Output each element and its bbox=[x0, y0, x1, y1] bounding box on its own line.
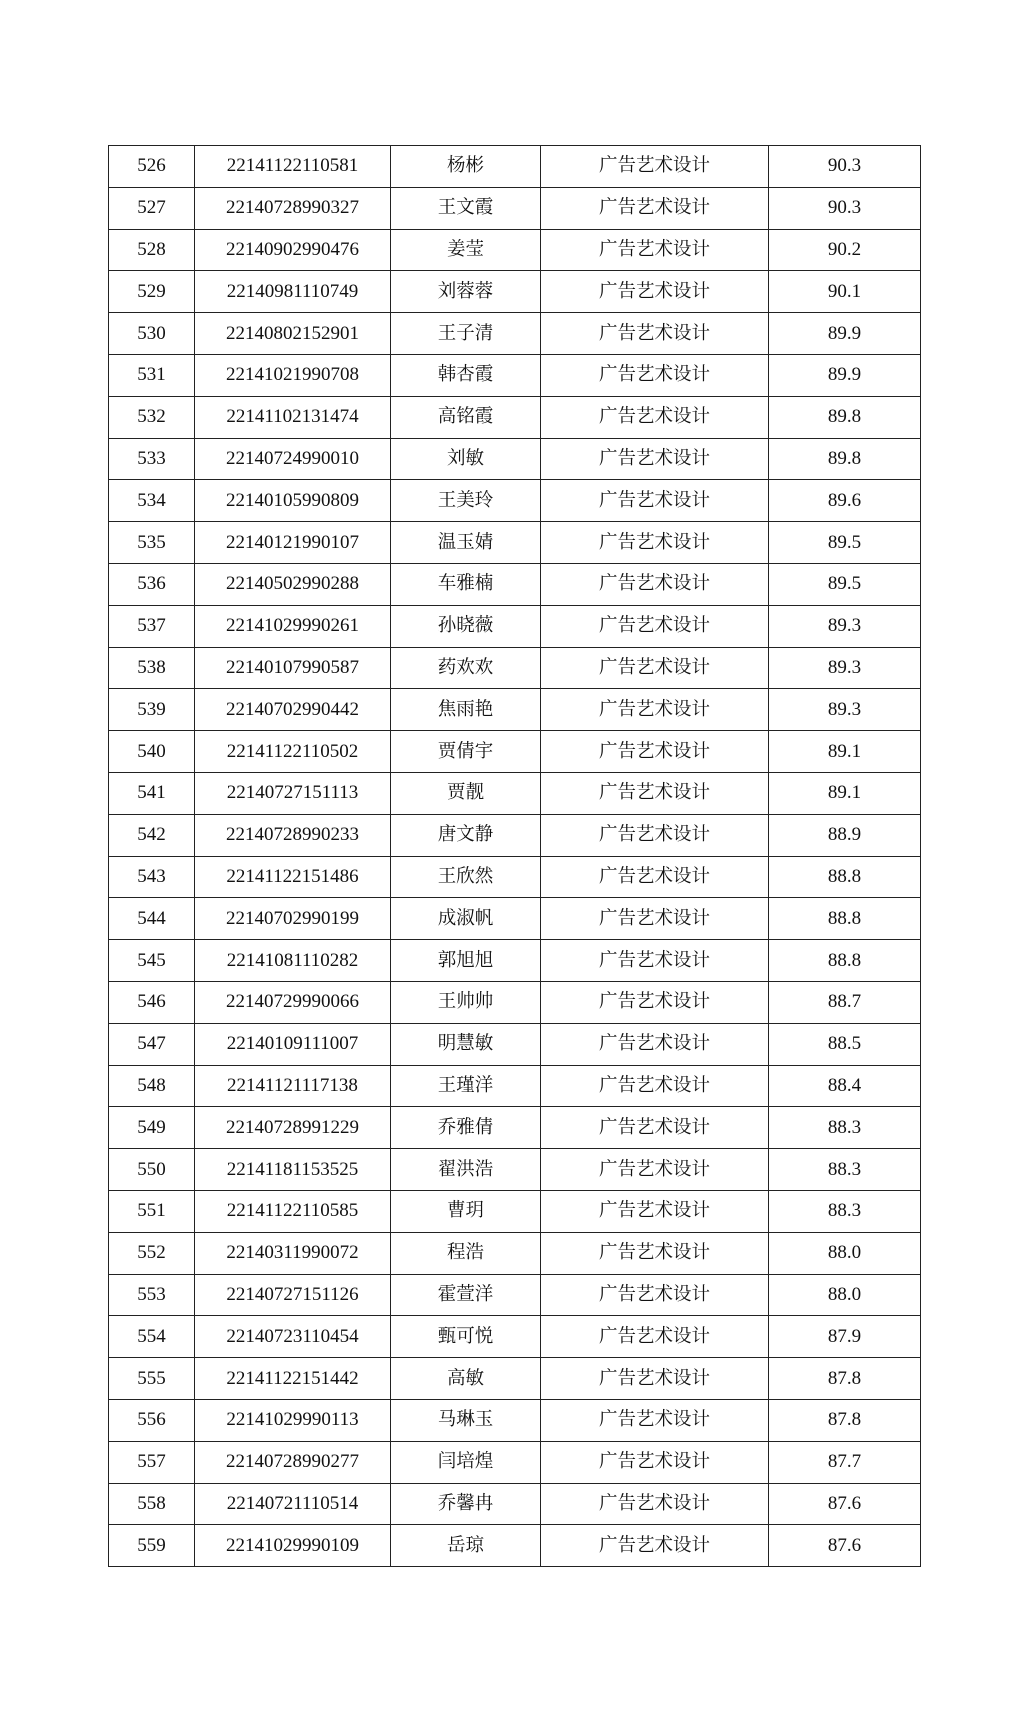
cell-candidate-id: 22140724990010 bbox=[195, 438, 391, 480]
table-row bbox=[109, 689, 921, 731]
cell-score: 88.8 bbox=[769, 940, 921, 982]
table-row bbox=[109, 940, 921, 982]
cell-student-name: 曹玥 bbox=[391, 1190, 541, 1232]
cell-major: 广告艺术设计 bbox=[541, 689, 769, 731]
score-table bbox=[108, 145, 921, 1567]
cell-major: 广告艺术设计 bbox=[541, 981, 769, 1023]
cell-student-name: 闫培煌 bbox=[391, 1441, 541, 1483]
cell-score: 89.8 bbox=[769, 438, 921, 480]
cell-major: 广告艺术设计 bbox=[541, 772, 769, 814]
table-row bbox=[109, 187, 921, 229]
table-row bbox=[109, 1316, 921, 1358]
cell-student-name: 成淑帆 bbox=[391, 898, 541, 940]
cell-candidate-id: 22141021990708 bbox=[195, 354, 391, 396]
cell-candidate-id: 22140728990277 bbox=[195, 1441, 391, 1483]
cell-score: 87.9 bbox=[769, 1316, 921, 1358]
cell-candidate-id: 22141122151486 bbox=[195, 856, 391, 898]
cell-score: 88.7 bbox=[769, 981, 921, 1023]
cell-score: 88.3 bbox=[769, 1190, 921, 1232]
cell-score: 89.3 bbox=[769, 605, 921, 647]
cell-student-name: 高铭霞 bbox=[391, 396, 541, 438]
cell-student-name: 贾靓 bbox=[391, 772, 541, 814]
cell-candidate-id: 22140723110454 bbox=[195, 1316, 391, 1358]
table-row bbox=[109, 1065, 921, 1107]
cell-student-name: 孙晓薇 bbox=[391, 605, 541, 647]
cell-candidate-id: 22140105990809 bbox=[195, 480, 391, 522]
table-row bbox=[109, 605, 921, 647]
cell-student-name: 马琳玉 bbox=[391, 1399, 541, 1441]
cell-score: 89.3 bbox=[769, 647, 921, 689]
cell-seq-number: 556 bbox=[109, 1399, 195, 1441]
table-row bbox=[109, 1358, 921, 1400]
cell-score: 89.6 bbox=[769, 480, 921, 522]
cell-major: 广告艺术设计 bbox=[541, 522, 769, 564]
cell-candidate-id: 22141081110282 bbox=[195, 940, 391, 982]
cell-candidate-id: 22140802152901 bbox=[195, 313, 391, 355]
cell-student-name: 乔馨冉 bbox=[391, 1483, 541, 1525]
cell-seq-number: 536 bbox=[109, 563, 195, 605]
cell-seq-number: 548 bbox=[109, 1065, 195, 1107]
cell-seq-number: 532 bbox=[109, 396, 195, 438]
cell-major: 广告艺术设计 bbox=[541, 1023, 769, 1065]
cell-candidate-id: 22141122110585 bbox=[195, 1190, 391, 1232]
cell-score: 88.4 bbox=[769, 1065, 921, 1107]
cell-seq-number: 530 bbox=[109, 313, 195, 355]
cell-candidate-id: 22141122110581 bbox=[195, 146, 391, 188]
cell-major: 广告艺术设计 bbox=[541, 605, 769, 647]
cell-major: 广告艺术设计 bbox=[541, 438, 769, 480]
table-row bbox=[109, 981, 921, 1023]
cell-score: 87.8 bbox=[769, 1399, 921, 1441]
cell-major: 广告艺术设计 bbox=[541, 814, 769, 856]
cell-student-name: 岳琼 bbox=[391, 1525, 541, 1567]
table-row bbox=[109, 1483, 921, 1525]
cell-candidate-id: 22140311990072 bbox=[195, 1232, 391, 1274]
table-row bbox=[109, 1441, 921, 1483]
cell-score: 89.5 bbox=[769, 522, 921, 564]
cell-candidate-id: 22140902990476 bbox=[195, 229, 391, 271]
table-row bbox=[109, 480, 921, 522]
table-row bbox=[109, 1274, 921, 1316]
cell-seq-number: 544 bbox=[109, 898, 195, 940]
cell-seq-number: 526 bbox=[109, 146, 195, 188]
table-row bbox=[109, 1232, 921, 1274]
cell-candidate-id: 22140728990327 bbox=[195, 187, 391, 229]
cell-seq-number: 547 bbox=[109, 1023, 195, 1065]
cell-candidate-id: 22141121117138 bbox=[195, 1065, 391, 1107]
cell-major: 广告艺术设计 bbox=[541, 146, 769, 188]
cell-major: 广告艺术设计 bbox=[541, 229, 769, 271]
cell-seq-number: 538 bbox=[109, 647, 195, 689]
cell-student-name: 药欢欢 bbox=[391, 647, 541, 689]
cell-seq-number: 542 bbox=[109, 814, 195, 856]
cell-seq-number: 559 bbox=[109, 1525, 195, 1567]
cell-candidate-id: 22140107990587 bbox=[195, 647, 391, 689]
cell-student-name: 郭旭旭 bbox=[391, 940, 541, 982]
cell-major: 广告艺术设计 bbox=[541, 1149, 769, 1191]
cell-major: 广告艺术设计 bbox=[541, 1065, 769, 1107]
cell-seq-number: 541 bbox=[109, 772, 195, 814]
cell-seq-number: 537 bbox=[109, 605, 195, 647]
cell-student-name: 乔雅倩 bbox=[391, 1107, 541, 1149]
cell-major: 广告艺术设计 bbox=[541, 1525, 769, 1567]
cell-score: 89.5 bbox=[769, 563, 921, 605]
cell-major: 广告艺术设计 bbox=[541, 1274, 769, 1316]
table-row bbox=[109, 856, 921, 898]
cell-seq-number: 549 bbox=[109, 1107, 195, 1149]
cell-seq-number: 551 bbox=[109, 1190, 195, 1232]
cell-seq-number: 533 bbox=[109, 438, 195, 480]
cell-major: 广告艺术设计 bbox=[541, 647, 769, 689]
cell-student-name: 王美玲 bbox=[391, 480, 541, 522]
cell-score: 89.3 bbox=[769, 689, 921, 731]
cell-seq-number: 545 bbox=[109, 940, 195, 982]
cell-seq-number: 558 bbox=[109, 1483, 195, 1525]
cell-score: 90.3 bbox=[769, 146, 921, 188]
cell-seq-number: 557 bbox=[109, 1441, 195, 1483]
cell-candidate-id: 22141029990109 bbox=[195, 1525, 391, 1567]
cell-major: 广告艺术设计 bbox=[541, 940, 769, 982]
cell-candidate-id: 22140981110749 bbox=[195, 271, 391, 313]
cell-student-name: 王帅帅 bbox=[391, 981, 541, 1023]
cell-candidate-id: 22141181153525 bbox=[195, 1149, 391, 1191]
cell-major: 广告艺术设计 bbox=[541, 187, 769, 229]
cell-student-name: 唐文静 bbox=[391, 814, 541, 856]
cell-major: 广告艺术设计 bbox=[541, 1190, 769, 1232]
cell-score: 88.8 bbox=[769, 856, 921, 898]
cell-major: 广告艺术设计 bbox=[541, 354, 769, 396]
table-row bbox=[109, 1190, 921, 1232]
cell-score: 88.0 bbox=[769, 1232, 921, 1274]
cell-major: 广告艺术设计 bbox=[541, 313, 769, 355]
cell-candidate-id: 22141102131474 bbox=[195, 396, 391, 438]
cell-candidate-id: 22140728990233 bbox=[195, 814, 391, 856]
cell-seq-number: 527 bbox=[109, 187, 195, 229]
table-row bbox=[109, 1107, 921, 1149]
cell-student-name: 刘蓉蓉 bbox=[391, 271, 541, 313]
cell-score: 87.8 bbox=[769, 1358, 921, 1400]
table-row bbox=[109, 814, 921, 856]
table-row bbox=[109, 772, 921, 814]
cell-score: 88.3 bbox=[769, 1107, 921, 1149]
cell-major: 广告艺术设计 bbox=[541, 271, 769, 313]
cell-seq-number: 546 bbox=[109, 981, 195, 1023]
cell-major: 广告艺术设计 bbox=[541, 563, 769, 605]
cell-candidate-id: 22141122151442 bbox=[195, 1358, 391, 1400]
cell-major: 广告艺术设计 bbox=[541, 1232, 769, 1274]
cell-seq-number: 531 bbox=[109, 354, 195, 396]
cell-score: 89.1 bbox=[769, 731, 921, 773]
cell-seq-number: 528 bbox=[109, 229, 195, 271]
cell-candidate-id: 22140702990442 bbox=[195, 689, 391, 731]
cell-major: 广告艺术设计 bbox=[541, 731, 769, 773]
cell-candidate-id: 22140727151113 bbox=[195, 772, 391, 814]
cell-student-name: 姜莹 bbox=[391, 229, 541, 271]
cell-candidate-id: 22140728991229 bbox=[195, 1107, 391, 1149]
cell-student-name: 韩杏霞 bbox=[391, 354, 541, 396]
cell-seq-number: 543 bbox=[109, 856, 195, 898]
cell-major: 广告艺术设计 bbox=[541, 1441, 769, 1483]
cell-major: 广告艺术设计 bbox=[541, 898, 769, 940]
cell-candidate-id: 22140121990107 bbox=[195, 522, 391, 564]
table-body bbox=[109, 146, 921, 1567]
cell-seq-number: 534 bbox=[109, 480, 195, 522]
cell-candidate-id: 22140729990066 bbox=[195, 981, 391, 1023]
cell-major: 广告艺术设计 bbox=[541, 396, 769, 438]
cell-score: 89.9 bbox=[769, 354, 921, 396]
cell-score: 87.7 bbox=[769, 1441, 921, 1483]
cell-major: 广告艺术设计 bbox=[541, 1399, 769, 1441]
cell-candidate-id: 22141029990261 bbox=[195, 605, 391, 647]
table-row bbox=[109, 229, 921, 271]
cell-seq-number: 552 bbox=[109, 1232, 195, 1274]
table-row bbox=[109, 731, 921, 773]
table-row bbox=[109, 396, 921, 438]
cell-student-name: 焦雨艳 bbox=[391, 689, 541, 731]
cell-major: 广告艺术设计 bbox=[541, 1316, 769, 1358]
table-row bbox=[109, 522, 921, 564]
cell-seq-number: 540 bbox=[109, 731, 195, 773]
cell-score: 90.3 bbox=[769, 187, 921, 229]
table-row bbox=[109, 354, 921, 396]
cell-student-name: 王子清 bbox=[391, 313, 541, 355]
cell-score: 89.9 bbox=[769, 313, 921, 355]
cell-candidate-id: 22140109111007 bbox=[195, 1023, 391, 1065]
cell-student-name: 温玉婧 bbox=[391, 522, 541, 564]
table-row bbox=[109, 647, 921, 689]
cell-seq-number: 553 bbox=[109, 1274, 195, 1316]
table-row bbox=[109, 146, 921, 188]
cell-student-name: 霍萱洋 bbox=[391, 1274, 541, 1316]
cell-candidate-id: 22141029990113 bbox=[195, 1399, 391, 1441]
table-row bbox=[109, 271, 921, 313]
cell-student-name: 程浩 bbox=[391, 1232, 541, 1274]
cell-seq-number: 535 bbox=[109, 522, 195, 564]
cell-seq-number: 529 bbox=[109, 271, 195, 313]
cell-student-name: 车雅楠 bbox=[391, 563, 541, 605]
table-row bbox=[109, 563, 921, 605]
table-row bbox=[109, 313, 921, 355]
table-row bbox=[109, 898, 921, 940]
cell-score: 87.6 bbox=[769, 1483, 921, 1525]
cell-candidate-id: 22140721110514 bbox=[195, 1483, 391, 1525]
cell-score: 88.0 bbox=[769, 1274, 921, 1316]
cell-student-name: 杨彬 bbox=[391, 146, 541, 188]
cell-seq-number: 555 bbox=[109, 1358, 195, 1400]
cell-candidate-id: 22140502990288 bbox=[195, 563, 391, 605]
cell-candidate-id: 22140727151126 bbox=[195, 1274, 391, 1316]
cell-score: 90.1 bbox=[769, 271, 921, 313]
cell-seq-number: 539 bbox=[109, 689, 195, 731]
cell-student-name: 翟洪浩 bbox=[391, 1149, 541, 1191]
table-row bbox=[109, 1023, 921, 1065]
cell-seq-number: 550 bbox=[109, 1149, 195, 1191]
cell-major: 广告艺术设计 bbox=[541, 1107, 769, 1149]
cell-score: 90.2 bbox=[769, 229, 921, 271]
cell-major: 广告艺术设计 bbox=[541, 856, 769, 898]
cell-seq-number: 554 bbox=[109, 1316, 195, 1358]
table-row bbox=[109, 1149, 921, 1191]
table-row bbox=[109, 1525, 921, 1567]
cell-major: 广告艺术设计 bbox=[541, 1483, 769, 1525]
table-row bbox=[109, 1399, 921, 1441]
cell-candidate-id: 22141122110502 bbox=[195, 731, 391, 773]
table-row bbox=[109, 438, 921, 480]
cell-score: 88.8 bbox=[769, 898, 921, 940]
cell-student-name: 贾倩宇 bbox=[391, 731, 541, 773]
cell-major: 广告艺术设计 bbox=[541, 1358, 769, 1400]
cell-score: 89.8 bbox=[769, 396, 921, 438]
cell-score: 89.1 bbox=[769, 772, 921, 814]
cell-student-name: 甄可悦 bbox=[391, 1316, 541, 1358]
cell-student-name: 王文霞 bbox=[391, 187, 541, 229]
cell-score: 88.3 bbox=[769, 1149, 921, 1191]
cell-score: 88.9 bbox=[769, 814, 921, 856]
cell-score: 87.6 bbox=[769, 1525, 921, 1567]
cell-candidate-id: 22140702990199 bbox=[195, 898, 391, 940]
cell-student-name: 高敏 bbox=[391, 1358, 541, 1400]
cell-student-name: 王欣然 bbox=[391, 856, 541, 898]
cell-student-name: 明慧敏 bbox=[391, 1023, 541, 1065]
cell-student-name: 王瑾洋 bbox=[391, 1065, 541, 1107]
cell-major: 广告艺术设计 bbox=[541, 480, 769, 522]
cell-score: 88.5 bbox=[769, 1023, 921, 1065]
cell-student-name: 刘敏 bbox=[391, 438, 541, 480]
